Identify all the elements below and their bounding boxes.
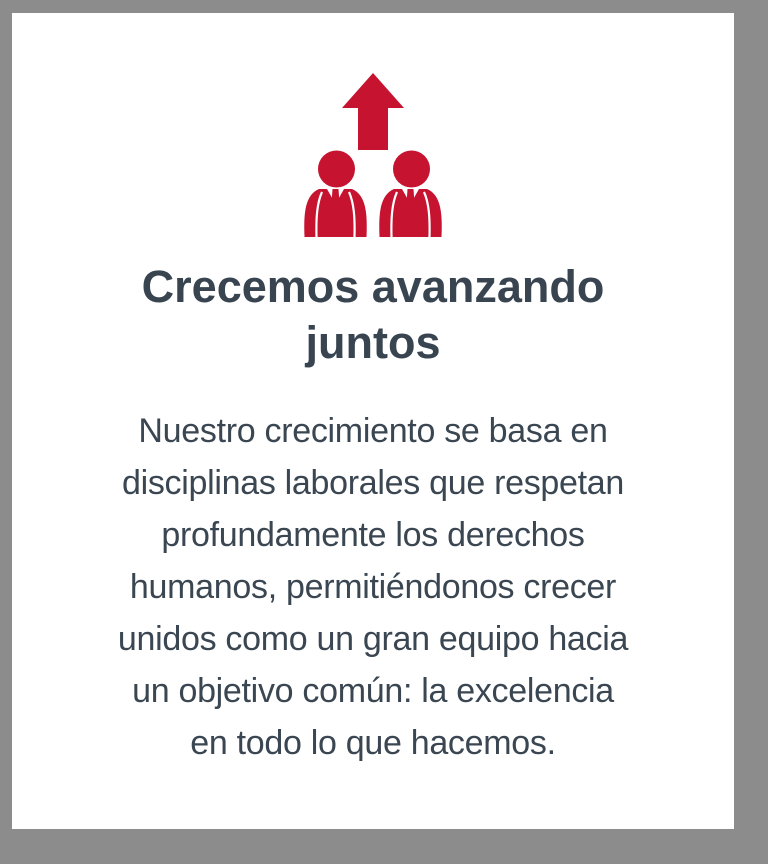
person-icon-left: [304, 151, 366, 238]
description-line: disciplinas laborales que respetan: [121, 464, 624, 502]
description-line: profundamente los derechos: [161, 516, 585, 554]
card-title-line: Crecemos avanzando: [141, 261, 605, 312]
card-description: [32, 405, 714, 769]
growth-team-icon: [303, 73, 443, 237]
description-line: unidos como un gran equipo hacia: [117, 620, 629, 658]
card-title: [12, 259, 734, 371]
description-line: en todo lo que hacemos.: [190, 724, 556, 762]
description-line: un objetivo común: la excelencia: [132, 672, 614, 710]
person-icon-right: [379, 151, 441, 238]
card-title-line: juntos: [305, 317, 441, 368]
values-card: [12, 13, 734, 829]
description-line: humanos, permitiéndonos crecer: [129, 568, 617, 606]
description-line: Nuestro crecimiento se basa en: [138, 412, 608, 450]
up-arrow-icon: [342, 73, 404, 150]
